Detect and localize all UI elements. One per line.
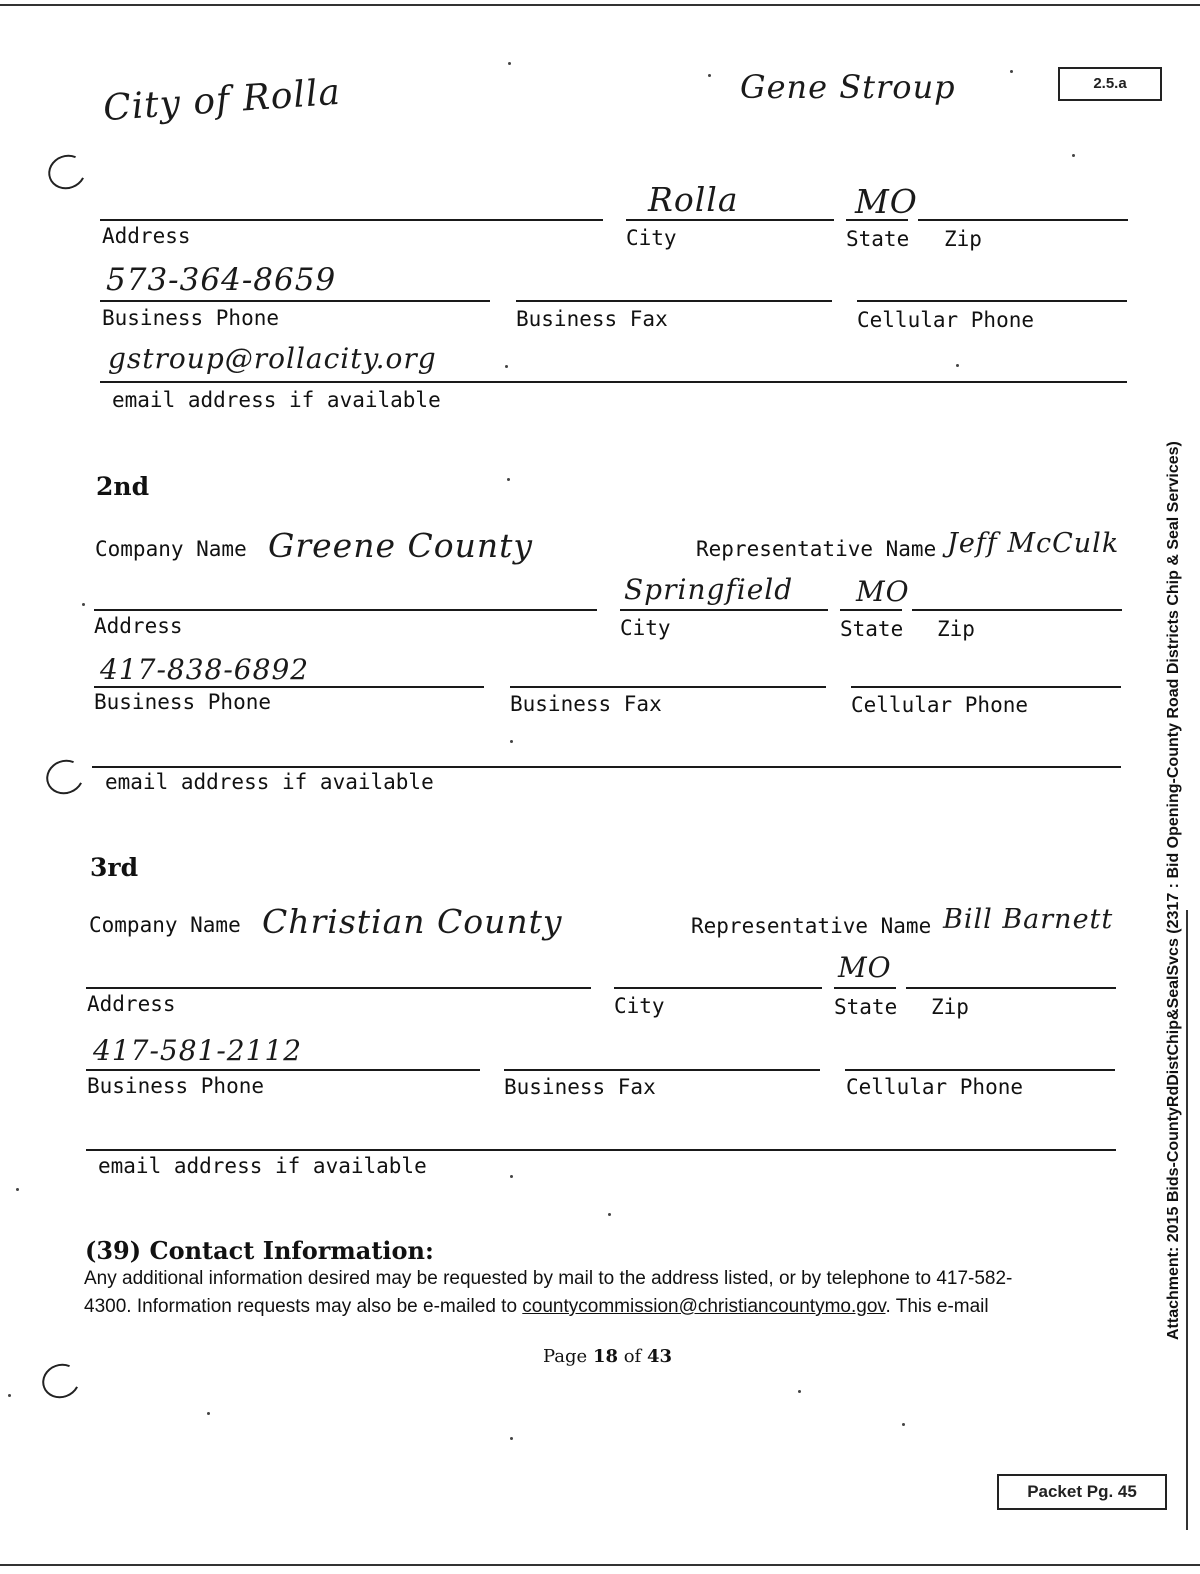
entry3-business-phone-line <box>86 1069 480 1071</box>
entry2-cellular-phone-label: Cellular Phone <box>851 693 1029 717</box>
entry3-business-fax-label: Business Fax <box>504 1075 656 1099</box>
entry1-cellular-phone-line <box>857 300 1127 302</box>
entry3-city-label: City <box>614 994 665 1018</box>
entry3-company-name-label: Company Name <box>89 913 241 937</box>
scan-speck <box>608 1213 611 1216</box>
binder-hole <box>37 1359 84 1404</box>
entry1-email-label: email address if available <box>112 388 441 412</box>
entry3-address-line <box>86 987 591 989</box>
packet-page-badge: Packet Pg. 45 <box>997 1474 1167 1510</box>
entry2-zip-line <box>912 609 1122 611</box>
entry1-email-line <box>100 381 1127 383</box>
page-number-current: 18 <box>592 1346 618 1367</box>
entry2-email-line <box>92 766 1121 768</box>
entry2-state-line <box>840 609 902 611</box>
entry3-business-fax-line <box>504 1069 820 1071</box>
scan-speck <box>82 603 85 606</box>
entry1-state-value: MO <box>855 182 918 221</box>
page-number-total: 43 <box>646 1346 673 1367</box>
entry2-state-value: MO <box>856 575 910 608</box>
entry3-state-label: State <box>834 995 898 1019</box>
entry2-email-label: email address if available <box>105 770 434 794</box>
scan-speck <box>207 1412 210 1415</box>
entry1-zip-line <box>918 219 1128 221</box>
binder-hole <box>41 755 88 800</box>
entry3-state-line <box>834 987 896 989</box>
entry2-zip-label: Zip <box>937 617 975 641</box>
entry3-cellular-phone-label: Cellular Phone <box>846 1075 1024 1099</box>
contact-paragraph-line2 <box>84 1296 989 1318</box>
scan-speck <box>510 1437 513 1440</box>
entry2-address-label: Address <box>94 614 183 638</box>
entry3-zip-line <box>906 987 1116 989</box>
entry3-zip-label: Zip <box>931 995 969 1019</box>
entry2-business-fax-label: Business Fax <box>510 692 662 716</box>
scan-speck <box>508 62 511 65</box>
entry2-representative-name-label: Representative Name <box>696 537 937 561</box>
entry2-city-line <box>620 609 828 611</box>
entry2-company-name-value: Greene County <box>268 526 533 565</box>
entry3-cellular-phone-line <box>845 1069 1115 1071</box>
entry3-email-line <box>86 1149 1116 1151</box>
entry3-representative-name-label: Representative Name <box>691 914 932 938</box>
entry1-business-phone-value: 573-364-8659 <box>106 262 337 298</box>
entry3-heading: 3rd <box>90 853 139 882</box>
contact-email-link[interactable]: countycommission@christiancountymo.gov <box>522 1296 886 1317</box>
contact-line2-prefix: 4300. Information requests may also be e-mailed to <box>84 1296 523 1317</box>
entry2-business-fax-line <box>510 686 826 688</box>
representative-name-handwritten: Gene Stroup <box>740 68 956 106</box>
entry2-city-label: City <box>620 616 671 640</box>
contact-section-title: (39) Contact Information: <box>85 1236 434 1265</box>
entry2-address-line <box>94 609 597 611</box>
entry1-address-label: Address <box>102 224 191 248</box>
contact-paragraph-line1: Any additional information desired may be requested by mail to the address listed, or by telephone to 417-582- <box>84 1268 1013 1289</box>
page-number-of: of <box>618 1346 647 1367</box>
entry1-zip-label: Zip <box>944 227 982 251</box>
entry2-representative-name-value: Jeff McCulk <box>947 528 1120 559</box>
scan-speck <box>510 740 513 743</box>
scan-speck <box>16 1188 19 1191</box>
entry2-company-name-label: Company Name <box>95 537 247 561</box>
scan-speck <box>505 365 508 368</box>
entry3-representative-name-value: Bill Barnett <box>943 904 1114 935</box>
scan-speck <box>708 74 711 77</box>
page-right-edge <box>1186 910 1188 1530</box>
entry1-business-phone-label: Business Phone <box>102 306 280 330</box>
entry3-business-phone-value: 417-581-2112 <box>93 1034 303 1067</box>
entry3-business-phone-label: Business Phone <box>87 1074 265 1098</box>
scan-speck <box>8 1394 11 1397</box>
entry3-city-line <box>614 987 822 989</box>
scan-speck <box>507 478 510 481</box>
entry1-state-label: State <box>846 227 910 251</box>
scan-speck <box>902 1423 905 1426</box>
entry3-address-label: Address <box>87 992 176 1016</box>
entry3-company-name-value: Christian County <box>262 902 563 941</box>
scan-speck <box>1072 154 1075 157</box>
attachment-number-badge: 2.5.a <box>1058 67 1162 101</box>
entry1-city-value: Rolla <box>648 180 739 219</box>
page-number-prefix: Page <box>543 1346 593 1367</box>
entry2-city-value: Springfield <box>624 573 794 606</box>
contact-line2-suffix: . This e-mail <box>885 1296 989 1317</box>
scan-speck <box>510 1175 513 1178</box>
company-name-handwritten: City of Rolla <box>101 71 343 130</box>
entry1-email-value: gstroup@rollacity.org <box>108 342 437 375</box>
entry1-city-label: City <box>626 226 677 250</box>
binder-hole <box>43 150 90 195</box>
entry1-cellular-phone-label: Cellular Phone <box>857 308 1035 332</box>
entry1-business-fax-label: Business Fax <box>516 307 668 331</box>
entry1-address-line <box>100 219 603 221</box>
entry3-state-value: MO <box>838 951 892 984</box>
entry2-heading: 2nd <box>96 472 150 501</box>
attachment-sidebar-text: Attachment: 2015 Bids-CountyRdDistChip&SealSvcs (2317 : Bid Opening-County Road Districts Chip & Seal Services) <box>1165 441 1182 1340</box>
entry2-business-phone-label: Business Phone <box>94 690 272 714</box>
scan-speck <box>1010 70 1013 73</box>
scan-speck <box>798 1390 801 1393</box>
entry1-state-line <box>846 219 908 221</box>
entry2-state-label: State <box>840 617 904 641</box>
entry1-city-line <box>626 219 834 221</box>
page-number <box>543 1346 672 1367</box>
scan-speck <box>956 364 959 367</box>
entry3-email-label: email address if available <box>98 1154 427 1178</box>
entry1-business-phone-line <box>100 300 490 302</box>
entry2-business-phone-value: 417-838-6892 <box>100 653 310 686</box>
entry1-business-fax-line <box>516 300 832 302</box>
entry2-cellular-phone-line <box>851 686 1121 688</box>
entry2-business-phone-line <box>94 686 484 688</box>
page-bottom-edge <box>0 1564 1200 1566</box>
page-top-edge <box>0 4 1200 6</box>
